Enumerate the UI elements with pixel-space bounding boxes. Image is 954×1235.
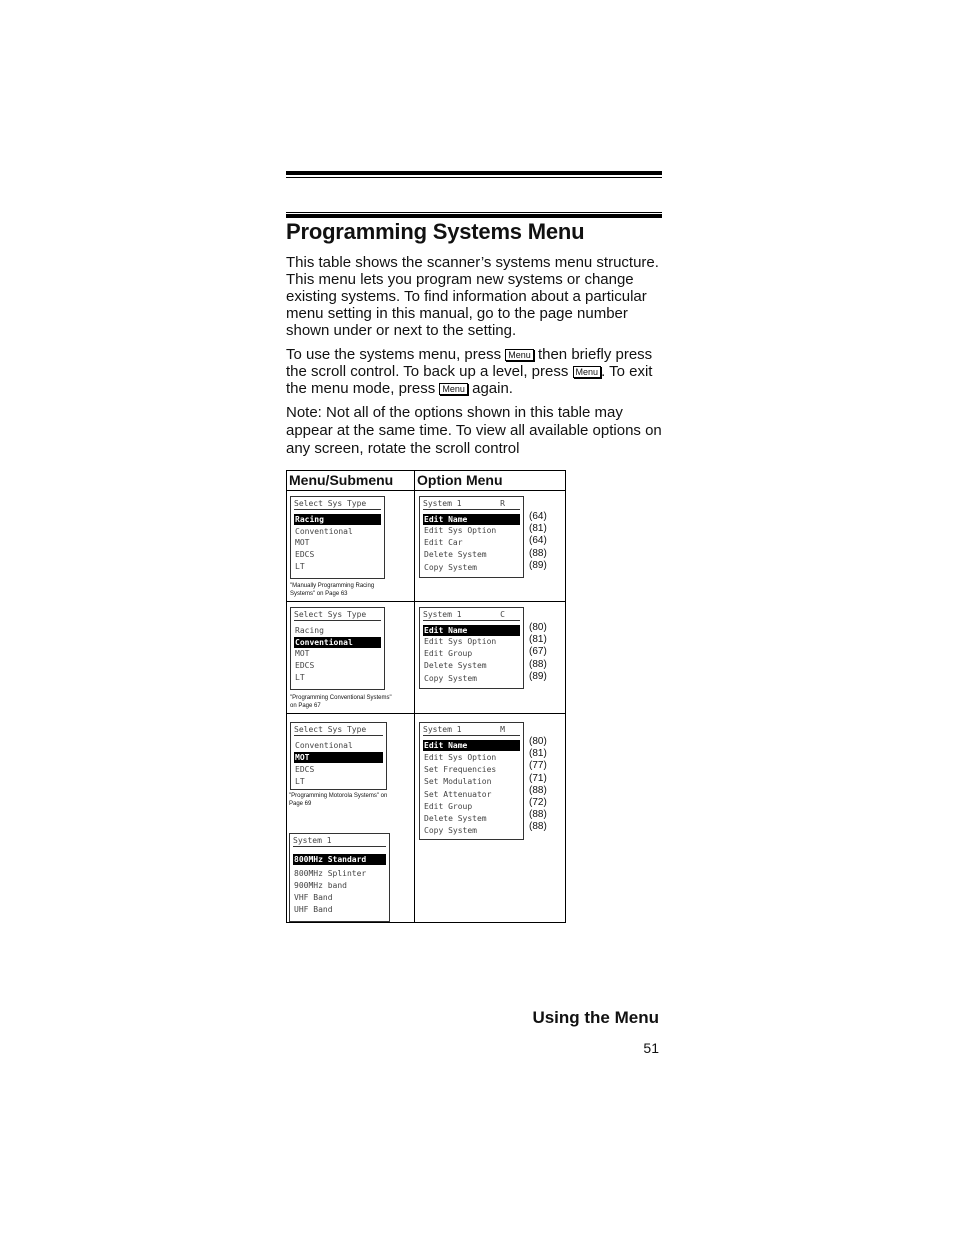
page-number-list	[529, 511, 547, 572]
page-number: (88)	[529, 784, 547, 796]
lcd-item: MOT	[294, 752, 383, 763]
lcd-item: LT	[295, 673, 305, 682]
option-cell	[415, 491, 566, 602]
usage-text-3: . To exit the menu mode, press	[286, 363, 653, 397]
lcd-header: System 1 C	[423, 610, 520, 621]
lcd-system-menu	[419, 607, 524, 689]
option-cell	[415, 602, 566, 714]
menu-structure-table	[286, 470, 566, 923]
lcd-item: Copy System	[424, 563, 477, 572]
lcd-item: Edit Sys Option	[424, 753, 497, 762]
lcd-item: Edit Name	[423, 625, 520, 636]
lcd-item: 900MHz band	[294, 881, 347, 890]
page-number: (81)	[529, 634, 547, 646]
lcd-header: Select Sys Type	[294, 499, 381, 510]
menu-key-icon: Menu	[505, 349, 534, 361]
lcd-item: EDCS	[295, 550, 315, 559]
top-rule-thin	[286, 177, 662, 178]
menu-key-icon: Menu	[439, 383, 468, 395]
intro-paragraph: This table shows the scanner’s systems menu structure. This menu lets you program new systems or change existing systems. To find information about a particular menu setting in this manual, go to the page number shown under or next to the setting.	[286, 254, 659, 339]
lcd-item: Delete System	[424, 814, 487, 823]
page-number-list	[529, 622, 547, 683]
lcd-item: Conventional	[295, 527, 353, 536]
lcd-item: VHF Band	[294, 893, 333, 902]
page-number-list	[529, 736, 547, 834]
lcd-item: Delete System	[424, 661, 487, 670]
page-number: (88)	[529, 809, 547, 821]
page-number-footer: 51	[643, 1040, 659, 1056]
lcd-item: Delete System	[424, 550, 487, 559]
lcd-select-sys-type	[290, 722, 387, 790]
table-row	[287, 714, 566, 923]
lcd-select-sys-type	[290, 607, 385, 690]
page-number: (81)	[529, 523, 547, 535]
page-number: (88)	[529, 547, 547, 559]
submenu-cell	[287, 491, 415, 602]
lcd-item: Racing	[294, 514, 381, 525]
page-reference: "Programming Conventional Systems" on Page 67	[290, 695, 392, 709]
option-cell	[415, 714, 566, 923]
col-option-menu: Option Menu	[415, 471, 566, 491]
lcd-item: LT	[295, 777, 305, 786]
page-number: (77)	[529, 760, 547, 772]
lcd-item: EDCS	[295, 661, 315, 670]
page-number: (80)	[529, 736, 547, 747]
lcd-header: System 1	[293, 836, 386, 847]
lcd-item: Edit Name	[423, 514, 520, 525]
lcd-item: MOT	[295, 649, 310, 658]
lcd-item: LT	[295, 562, 305, 571]
lcd-header: Select Sys Type	[294, 610, 381, 621]
footer-section-title: Using the Menu	[532, 1008, 659, 1027]
submenu-cell	[287, 602, 415, 714]
usage-text-1: To use the systems menu, press	[286, 346, 502, 363]
lcd-item: Racing	[295, 626, 324, 635]
lcd-select-sys-type	[290, 496, 385, 579]
table-header-row	[287, 471, 566, 491]
title-rule-thick	[286, 214, 662, 218]
lcd-item: Copy System	[424, 674, 477, 683]
menu-key-icon: Menu	[573, 366, 602, 378]
page-number: (81)	[529, 748, 547, 760]
page-number: (71)	[529, 772, 547, 784]
lcd-header: System 1 M	[423, 725, 520, 736]
top-rule-thick	[286, 171, 662, 175]
lcd-item: Edit Sys Option	[424, 526, 497, 535]
page-title: Programming Systems Menu	[286, 219, 585, 244]
page-number: (89)	[529, 559, 547, 571]
usage-paragraph	[286, 346, 662, 397]
page-number: (88)	[529, 821, 547, 833]
lcd-item: Edit Car	[424, 538, 463, 547]
note-paragraph: Note: Not all of the options shown in this table may appear at the same time. To view all available options on any screen, rotate the scroll control	[286, 404, 662, 457]
page-reference: "Programming Motorola Systems" on Page 69	[289, 793, 388, 807]
lcd-header: Select Sys Type	[294, 725, 383, 736]
table-row	[287, 491, 566, 602]
page-number: (64)	[529, 511, 547, 522]
page-number: (88)	[529, 658, 547, 670]
lcd-item: Conventional	[295, 741, 353, 750]
lcd-item: Edit Group	[424, 649, 473, 658]
lcd-item: 800MHz Splinter	[294, 869, 367, 878]
lcd-system-menu	[419, 496, 524, 578]
lcd-item: UHF Band	[294, 905, 333, 914]
lcd-item: EDCS	[295, 765, 315, 774]
lcd-item: Conventional	[294, 637, 381, 648]
page-number: (64)	[529, 535, 547, 547]
table-row	[287, 602, 566, 714]
submenu-cell	[287, 714, 415, 923]
usage-text-2: then briefly press the scroll control. To back up a level, press	[286, 346, 653, 380]
usage-text-4: again.	[472, 380, 513, 397]
title-rule-thin	[286, 212, 662, 213]
lcd-system-menu	[419, 722, 524, 840]
lcd-item: Set Modulation	[424, 777, 492, 786]
page-reference: "Manually Programming Racing Systems" on Page 63	[290, 583, 375, 597]
lcd-item: Set Frequencies	[424, 765, 497, 774]
lcd-item: Set Attenuator	[424, 790, 492, 799]
col-menu-submenu: Menu/Submenu	[287, 471, 415, 491]
page-number: (89)	[529, 670, 547, 682]
page-number: (72)	[529, 796, 547, 808]
lcd-item: 800MHz Standard	[293, 854, 386, 865]
lcd-item: Edit Name	[423, 740, 520, 751]
lcd-item: Edit Sys Option	[424, 637, 497, 646]
lcd-item: Copy System	[424, 826, 477, 835]
page-number: (80)	[529, 622, 547, 633]
page-number: (67)	[529, 646, 547, 658]
lcd-item: Edit Group	[424, 802, 473, 811]
lcd-system-band-menu	[289, 833, 390, 922]
lcd-header: System 1 R	[423, 499, 520, 510]
lcd-item: MOT	[295, 538, 310, 547]
